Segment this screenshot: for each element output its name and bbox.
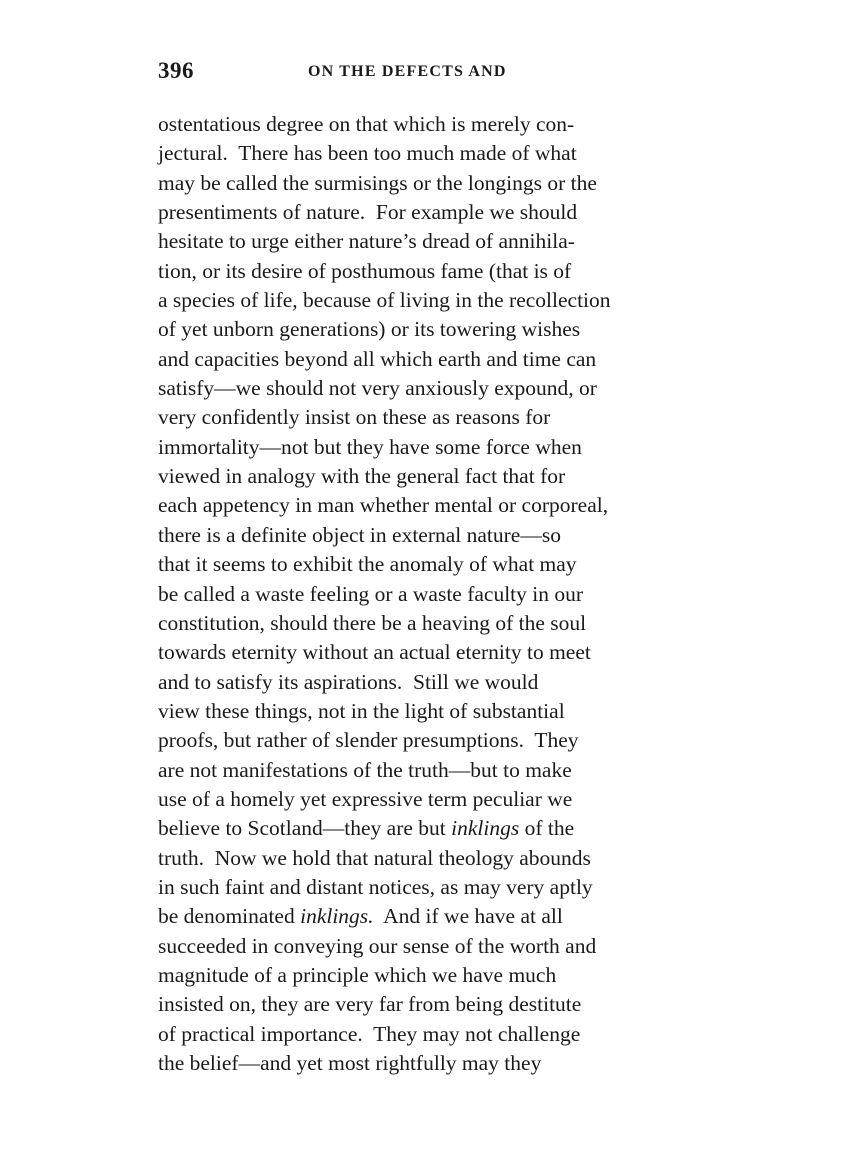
text-line [158,198,695,227]
text-segment: very confidently insist on these as reasons for [158,405,551,430]
text-segment: viewed in analogy with the general fact that for [158,464,566,489]
text-line [158,609,695,638]
text-line [158,139,695,168]
text-segment: there is a definite object in external nature—so [158,522,561,547]
text-line [158,403,695,432]
text-line [158,286,695,315]
text-segment: tion, or its desire of posthumous fame (that is of [158,258,572,283]
text-line [158,521,695,550]
text-line [158,433,695,462]
text-line [158,990,695,1019]
text-line [158,1049,695,1078]
text-segment: satisfy—we should not very anxiously expound, or [158,376,597,401]
text-segment: ostentatious degree on that which is merely con- [158,112,575,136]
text-segment: of the [519,816,575,841]
text-segment: truth. Now we hold that natural theology abounds [158,845,591,870]
text-line [158,1020,695,1049]
text-segment: that it seems to exhibit the anomaly of what may [158,552,577,577]
text-segment: may be called the surmisings or the longings or the [158,170,597,195]
text-segment: in such faint and distant notices, as may very aptly [158,874,593,899]
text-line [158,462,695,491]
text-segment: each appetency in man whether mental or corporeal, [158,493,609,518]
text-line [158,550,695,579]
page-header [158,58,695,92]
text-line [158,873,695,902]
text-segment: succeeded in conveying our sense of the worth and [158,933,597,958]
text-line [158,257,695,286]
text-line [158,227,695,256]
text-line [158,580,695,609]
text-segment: of practical importance. They may not challenge [158,1021,581,1046]
text-segment: And if we have at all [373,904,563,929]
text-line [158,638,695,667]
page-number: 396 [158,58,194,83]
text-line [158,932,695,961]
text-segment: insisted on, they are very far from being destitute [158,992,582,1017]
text-line [158,374,695,403]
text-segment: of yet unborn generations) or its towering wishes [158,317,581,342]
text-line [158,315,695,344]
text-line [158,785,695,814]
text-line [158,345,695,374]
text-line [158,668,695,697]
text-segment: use of a homely yet expressive term peculiar we [158,786,573,811]
text-line [158,726,695,755]
text-segment: constitution, should there be a heaving of the soul [158,610,587,635]
text-segment: the belief—and yet most rightfully may they [158,1051,542,1075]
text-segment: proofs, but rather of slender presumptions. They [158,728,579,753]
text-line [158,844,695,873]
text-line [158,756,695,785]
text-segment: and capacities beyond all which earth and time can [158,346,597,371]
text-line [158,902,695,931]
text-segment: be called a waste feeling or a waste faculty in our [158,581,584,606]
text-line [158,814,695,843]
text-segment: view these things, not in the light of substantial [158,698,565,723]
body-text [158,110,695,1078]
text-segment: immortality—not but they have some force when [158,434,582,459]
text-segment: hesitate to urge either nature’s dread of annihila- [158,229,575,254]
text-segment: towards eternity without an actual eternity to meet [158,640,591,665]
text-segment: magnitude of a principle which we have much [158,962,557,987]
italic-text: inklings [451,816,520,841]
text-segment: presentiments of nature. For example we should [158,200,578,225]
text-segment: believe to Scotland—they are but [158,816,452,841]
italic-text: inklings. [300,904,374,929]
text-segment: a species of life, because of living in the recollection [158,288,611,313]
text-line [158,961,695,990]
text-segment: are not manifestations of the truth—but to make [158,757,572,782]
text-segment: jectural. There has been too much made of what [158,141,577,166]
text-segment: be denominated [158,904,301,929]
text-line [158,491,695,520]
text-segment: and to satisfy its aspirations. Still we would [158,669,539,694]
running-head: ON THE DEFECTS AND [308,63,507,80]
text-line [158,169,695,198]
text-line [158,697,695,726]
text-line [158,110,695,139]
